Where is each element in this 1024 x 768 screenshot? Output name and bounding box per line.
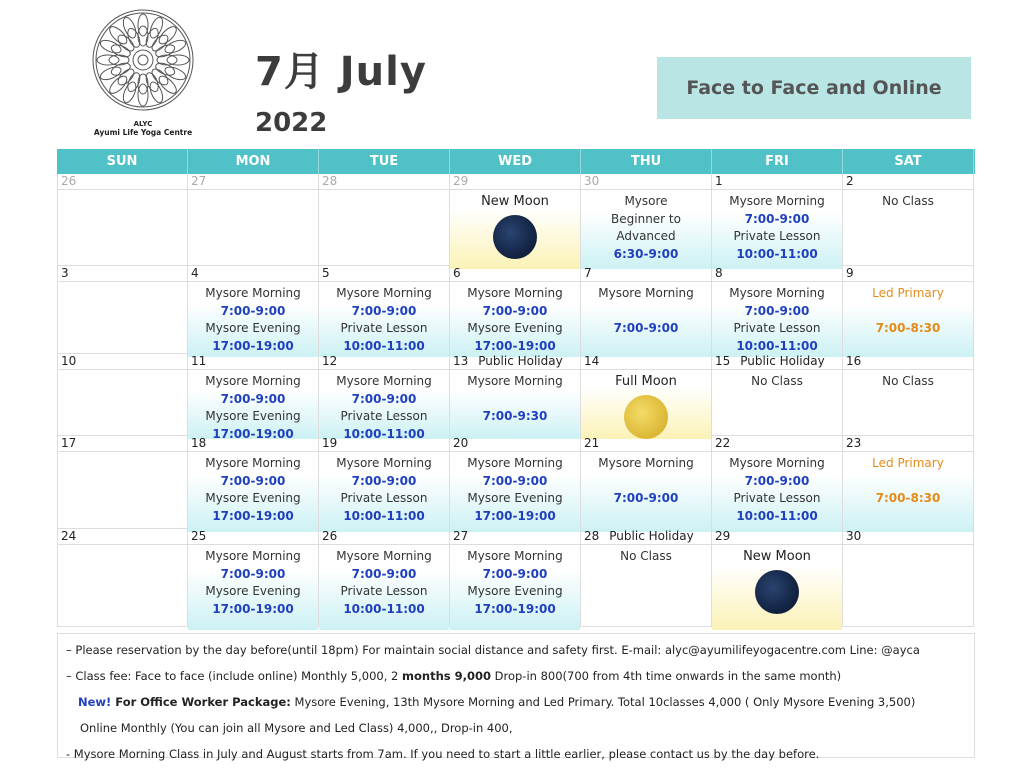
day-number-row bbox=[712, 354, 842, 370]
day-number: 9 bbox=[846, 266, 854, 280]
day-cell bbox=[57, 529, 188, 627]
day-number: 12 bbox=[322, 354, 338, 368]
day-schedule bbox=[450, 548, 580, 630]
day-number-row bbox=[188, 266, 318, 282]
schedule-line: Private Lesson bbox=[340, 491, 428, 505]
day-number: 11 bbox=[191, 354, 207, 368]
day-number: 19 bbox=[322, 436, 338, 450]
day-number-row bbox=[843, 529, 973, 545]
day-cell bbox=[450, 529, 581, 627]
month-title: 7月 July bbox=[255, 49, 427, 95]
week-row bbox=[57, 436, 975, 529]
weekday-mon: MON bbox=[188, 149, 319, 174]
schedule-line: Mysore Morning bbox=[336, 456, 432, 470]
schedule-line: Mysore Evening bbox=[467, 321, 563, 335]
day-cell bbox=[581, 436, 712, 529]
spacer bbox=[581, 303, 711, 321]
day-number: 23 bbox=[846, 436, 862, 450]
day-cell bbox=[712, 529, 843, 627]
day-schedule bbox=[450, 285, 580, 357]
note-class-fee-b: Drop-in 800(700 from 4th time onwards in the same month) bbox=[490, 669, 842, 683]
schedule-line: 7:00-9:00 bbox=[351, 391, 417, 406]
day-number-row bbox=[581, 436, 711, 452]
mode-banner: Face to Face and Online bbox=[657, 57, 971, 119]
schedule-line: Private Lesson bbox=[733, 491, 821, 505]
weekday-thu: THU bbox=[581, 149, 712, 174]
day-number-row bbox=[581, 529, 711, 545]
day-number: 30 bbox=[846, 529, 862, 543]
weekday-header bbox=[57, 149, 975, 174]
day-schedule bbox=[58, 370, 187, 436]
day-number: 16 bbox=[846, 354, 862, 368]
schedule-line: 7:00-9:00 bbox=[351, 473, 417, 488]
schedule-line: Mysore Evening bbox=[205, 584, 301, 598]
schedule-line: 7:00-9:00 bbox=[220, 473, 286, 488]
moon-event-label: New Moon bbox=[743, 549, 811, 564]
day-number: 26 bbox=[61, 174, 77, 188]
day-cell bbox=[843, 266, 974, 354]
day-cell bbox=[843, 174, 974, 266]
schedule-line: Private Lesson bbox=[733, 229, 821, 243]
day-schedule bbox=[581, 548, 711, 630]
schedule-line: Mysore Evening bbox=[205, 491, 301, 505]
day-cell bbox=[843, 529, 974, 627]
day-number: 21 bbox=[584, 436, 600, 450]
public-holiday-label: Public Holiday bbox=[740, 354, 825, 368]
schedule-line: 10:00-11:00 bbox=[343, 426, 425, 441]
day-number-row bbox=[319, 436, 449, 452]
day-number: 4 bbox=[191, 266, 199, 280]
schedule-line: Mysore Morning bbox=[467, 549, 563, 563]
day-number: 2 bbox=[846, 174, 854, 188]
day-schedule bbox=[450, 193, 580, 269]
day-number: 6 bbox=[453, 266, 461, 280]
day-schedule bbox=[319, 373, 449, 439]
schedule-line: Mysore Evening bbox=[467, 584, 563, 598]
schedule-line: 7:00-9:00 bbox=[482, 473, 548, 488]
note-reservation: – Please reservation by the day before(until 18pm) For maintain social distance and safety first. E-mail: alyc@ayumilifeyogacentre.com Line: @ayca bbox=[66, 643, 920, 657]
schedule-line: Beginner to bbox=[611, 211, 681, 226]
schedule-line: Mysore Morning bbox=[205, 549, 301, 563]
schedule-line: 10:00-11:00 bbox=[736, 338, 818, 353]
day-schedule bbox=[58, 282, 187, 354]
public-holiday-label: Public Holiday bbox=[478, 354, 563, 368]
day-number: 27 bbox=[191, 174, 207, 188]
day-number-row bbox=[581, 354, 711, 370]
day-number-row bbox=[58, 174, 187, 190]
day-schedule bbox=[712, 193, 842, 269]
day-number-row bbox=[58, 354, 187, 370]
schedule-line: Mysore Morning bbox=[336, 286, 432, 300]
day-schedule bbox=[450, 373, 580, 439]
spacer bbox=[581, 473, 711, 491]
day-number-row bbox=[712, 266, 842, 282]
day-number-row bbox=[843, 266, 973, 282]
schedule-line: Mysore Morning bbox=[598, 456, 694, 470]
day-schedule bbox=[58, 190, 187, 266]
day-number-row bbox=[58, 436, 187, 452]
schedule-line: 7:00-9:00 bbox=[351, 303, 417, 318]
day-cell bbox=[319, 529, 450, 627]
schedule-line: Mysore Morning bbox=[467, 374, 563, 388]
schedule-line: Private Lesson bbox=[340, 584, 428, 598]
day-schedule bbox=[58, 545, 187, 627]
day-number-row bbox=[58, 266, 187, 282]
day-number: 22 bbox=[715, 436, 731, 450]
day-number-row bbox=[450, 266, 580, 282]
day-number-row bbox=[450, 174, 580, 190]
note-morning-class: - Mysore Morning Class in July and August starts from 7am. If you need to start a little earlier, please contact us by the day before. bbox=[66, 747, 820, 761]
schedule-line: Mysore Morning bbox=[205, 286, 301, 300]
day-number-row bbox=[319, 529, 449, 545]
note-office-package bbox=[66, 689, 974, 715]
schedule-line: 6:30-9:00 bbox=[613, 246, 679, 261]
day-schedule bbox=[843, 545, 973, 627]
day-number: 28 bbox=[584, 529, 600, 543]
schedule-line: Mysore Evening bbox=[467, 491, 563, 505]
schedule-line: No Class bbox=[882, 194, 934, 208]
schedule-line: 7:00-9:00 bbox=[482, 303, 548, 318]
day-cell bbox=[319, 266, 450, 354]
spacer bbox=[843, 303, 973, 321]
calendar bbox=[57, 149, 975, 627]
schedule-line: Mysore Evening bbox=[205, 321, 301, 335]
day-cell bbox=[581, 354, 712, 436]
day-cell bbox=[450, 436, 581, 529]
day-cell bbox=[581, 529, 712, 627]
schedule-line: 7:00-9:00 bbox=[220, 391, 286, 406]
schedule-line: 17:00-19:00 bbox=[212, 508, 294, 523]
schedule-line: Mysore Morning bbox=[729, 194, 825, 208]
day-schedule bbox=[188, 190, 318, 266]
schedule-line: Mysore Morning bbox=[205, 456, 301, 470]
schedule-line: 7:00-9:00 bbox=[351, 566, 417, 581]
day-number: 3 bbox=[61, 266, 69, 280]
schedule-line: 17:00-19:00 bbox=[212, 338, 294, 353]
schedule-line: 17:00-19:00 bbox=[212, 426, 294, 441]
schedule-line: Led Primary bbox=[872, 286, 944, 300]
notes-box bbox=[57, 633, 975, 761]
day-number-row bbox=[188, 354, 318, 370]
day-number-row bbox=[188, 529, 318, 545]
spacer bbox=[843, 473, 973, 491]
day-cell bbox=[188, 529, 319, 627]
day-number-row bbox=[843, 436, 973, 452]
schedule-line: Advanced bbox=[616, 229, 676, 243]
day-number-row bbox=[581, 266, 711, 282]
day-cell bbox=[188, 266, 319, 354]
schedule-line: 7:00-9:00 bbox=[744, 211, 810, 226]
note-class-fee bbox=[66, 663, 974, 689]
day-number: 1 bbox=[715, 174, 723, 188]
weekday-tue: TUE bbox=[319, 149, 450, 174]
day-number: 28 bbox=[322, 174, 338, 188]
day-schedule bbox=[188, 285, 318, 357]
day-cell bbox=[450, 174, 581, 266]
new-moon-icon bbox=[755, 570, 799, 614]
day-number: 7 bbox=[584, 266, 592, 280]
public-holiday-label: Public Holiday bbox=[609, 529, 694, 543]
day-number: 5 bbox=[322, 266, 330, 280]
logo-abbreviation: ALYC bbox=[133, 120, 153, 128]
day-number-row bbox=[712, 529, 842, 545]
day-schedule bbox=[188, 455, 318, 532]
schedule-line: Mysore Morning bbox=[336, 549, 432, 563]
new-badge: New! bbox=[78, 695, 112, 709]
day-schedule bbox=[843, 455, 973, 532]
day-number-row bbox=[188, 174, 318, 190]
schedule-line: 10:00-11:00 bbox=[736, 246, 818, 261]
day-number-row bbox=[188, 436, 318, 452]
day-cell bbox=[57, 266, 188, 354]
schedule-line: No Class bbox=[620, 549, 672, 563]
day-number: 8 bbox=[715, 266, 723, 280]
alyc-logo bbox=[88, 8, 198, 137]
day-number: 27 bbox=[453, 529, 469, 543]
schedule-line: 17:00-19:00 bbox=[212, 601, 294, 616]
schedule-line: 7:00-9:00 bbox=[744, 473, 810, 488]
day-cell bbox=[712, 436, 843, 529]
schedule-line: 17:00-19:00 bbox=[474, 508, 556, 523]
day-schedule bbox=[712, 373, 842, 439]
day-number: 13 bbox=[453, 354, 469, 368]
schedule-line: No Class bbox=[751, 374, 803, 388]
day-schedule bbox=[581, 193, 711, 269]
schedule-line: 7:00-9:00 bbox=[613, 491, 679, 505]
weekday-fri: FRI bbox=[712, 149, 843, 174]
day-number: 25 bbox=[191, 529, 207, 543]
schedule-line: Mysore Morning bbox=[729, 456, 825, 470]
day-number-row bbox=[712, 436, 842, 452]
week-row bbox=[57, 266, 975, 354]
day-number-row bbox=[319, 174, 449, 190]
day-schedule bbox=[319, 548, 449, 630]
schedule-line: No Class bbox=[882, 374, 934, 388]
schedule-line: Led Primary bbox=[872, 456, 944, 470]
week-row bbox=[57, 529, 975, 627]
weekday-sat: SAT bbox=[843, 149, 974, 174]
schedule-line: Private Lesson bbox=[733, 321, 821, 335]
day-number-row bbox=[712, 174, 842, 190]
schedule-line: 7:00-9:00 bbox=[613, 321, 679, 335]
day-schedule bbox=[843, 285, 973, 357]
schedule-line: Private Lesson bbox=[340, 409, 428, 423]
year-title: 2022 bbox=[255, 108, 328, 138]
schedule-line: 17:00-19:00 bbox=[474, 601, 556, 616]
weekday-wed: WED bbox=[450, 149, 581, 174]
schedule-line: Mysore Evening bbox=[205, 409, 301, 423]
day-schedule bbox=[581, 373, 711, 439]
day-cell bbox=[843, 354, 974, 436]
schedule-line: 7:00-9:30 bbox=[482, 409, 548, 423]
note-class-fee-bold: months 9,000 bbox=[402, 669, 491, 683]
day-number: 15 bbox=[715, 354, 731, 368]
schedule-line: Mysore bbox=[624, 194, 668, 208]
schedule-line: 7:00-8:30 bbox=[875, 321, 941, 335]
day-number-row bbox=[843, 174, 973, 190]
day-number: 30 bbox=[584, 174, 600, 188]
schedule-line: 7:00-9:00 bbox=[482, 566, 548, 581]
day-schedule bbox=[319, 455, 449, 532]
note-office-package-rest: Mysore Evening, 13th Mysore Morning and Led Primary. Total 10classes 4,000 ( Only Mysore Evening 3,500) bbox=[290, 695, 916, 709]
mandala-logo-icon bbox=[91, 8, 195, 112]
day-cell bbox=[581, 266, 712, 354]
schedule-line: Mysore Morning bbox=[467, 286, 563, 300]
day-schedule bbox=[188, 373, 318, 439]
week-row bbox=[57, 174, 975, 266]
logo-name: Ayumi Life Yoga Centre bbox=[93, 128, 193, 137]
schedule-line: Mysore Morning bbox=[729, 286, 825, 300]
day-schedule bbox=[188, 548, 318, 630]
day-number: 29 bbox=[453, 174, 469, 188]
day-schedule bbox=[581, 455, 711, 532]
schedule-line: 10:00-11:00 bbox=[736, 508, 818, 523]
schedule-line: 17:00-19:00 bbox=[474, 338, 556, 353]
day-cell bbox=[188, 436, 319, 529]
day-cell bbox=[712, 174, 843, 266]
schedule-line: Mysore Morning bbox=[336, 374, 432, 388]
day-cell bbox=[319, 436, 450, 529]
day-cell bbox=[843, 436, 974, 529]
day-schedule bbox=[712, 285, 842, 357]
day-schedule bbox=[58, 452, 187, 529]
weekday-sun: SUN bbox=[57, 149, 188, 174]
moon-event-label: New Moon bbox=[481, 194, 549, 209]
schedule-line: 7:00-9:00 bbox=[220, 566, 286, 581]
note-online-monthly: Online Monthly (You can join all Mysore and Led Class) 4,000,, Drop-in 400, bbox=[80, 721, 513, 735]
schedule-line: Mysore Morning bbox=[205, 374, 301, 388]
moon-event-label: Full Moon bbox=[615, 374, 677, 389]
week-row bbox=[57, 354, 975, 441]
day-number: 18 bbox=[191, 436, 207, 450]
schedule-line: 7:00-9:00 bbox=[744, 303, 810, 318]
day-cell bbox=[319, 174, 450, 266]
day-cell bbox=[57, 436, 188, 529]
day-schedule bbox=[319, 285, 449, 357]
day-number-row bbox=[319, 354, 449, 370]
day-number: 29 bbox=[715, 529, 731, 543]
day-number: 26 bbox=[322, 529, 338, 543]
day-cell bbox=[319, 354, 450, 441]
day-number-row bbox=[450, 436, 580, 452]
schedule-line: Private Lesson bbox=[340, 321, 428, 335]
day-schedule bbox=[843, 373, 973, 439]
note-class-fee-a: – Class fee: Face to face (include online) Monthly 5,000, 2 bbox=[66, 669, 402, 683]
day-number-row bbox=[319, 266, 449, 282]
day-number-row bbox=[843, 354, 973, 370]
day-number-row bbox=[581, 174, 711, 190]
day-number: 17 bbox=[61, 436, 77, 450]
note-office-package-title: For Office Worker Package: bbox=[111, 695, 291, 709]
full-moon-icon bbox=[624, 395, 668, 439]
day-number: 14 bbox=[584, 354, 600, 368]
new-moon-icon bbox=[493, 215, 537, 259]
day-number-row bbox=[450, 529, 580, 545]
day-cell bbox=[450, 354, 581, 436]
day-cell bbox=[188, 354, 319, 441]
schedule-line: 10:00-11:00 bbox=[343, 508, 425, 523]
day-number: 24 bbox=[61, 529, 77, 543]
day-number: 10 bbox=[61, 354, 77, 368]
schedule-line: Mysore Morning bbox=[467, 456, 563, 470]
spacer bbox=[450, 391, 580, 409]
day-number-row bbox=[58, 529, 187, 545]
day-cell bbox=[712, 354, 843, 436]
day-schedule bbox=[319, 190, 449, 266]
schedule-line: 10:00-11:00 bbox=[343, 601, 425, 616]
day-cell bbox=[57, 174, 188, 266]
day-schedule bbox=[581, 285, 711, 357]
day-cell bbox=[712, 266, 843, 354]
day-cell bbox=[450, 266, 581, 354]
day-cell bbox=[57, 354, 188, 436]
day-number-row bbox=[450, 354, 580, 370]
day-schedule bbox=[712, 455, 842, 532]
schedule-line: 7:00-9:00 bbox=[220, 303, 286, 318]
day-number: 20 bbox=[453, 436, 469, 450]
schedule-line: 10:00-11:00 bbox=[343, 338, 425, 353]
day-schedule bbox=[712, 548, 842, 630]
day-cell bbox=[188, 174, 319, 266]
schedule-line: Mysore Morning bbox=[598, 286, 694, 300]
day-schedule bbox=[450, 455, 580, 532]
day-schedule bbox=[843, 193, 973, 269]
schedule-line: 7:00-8:30 bbox=[875, 491, 941, 505]
day-cell bbox=[581, 174, 712, 266]
